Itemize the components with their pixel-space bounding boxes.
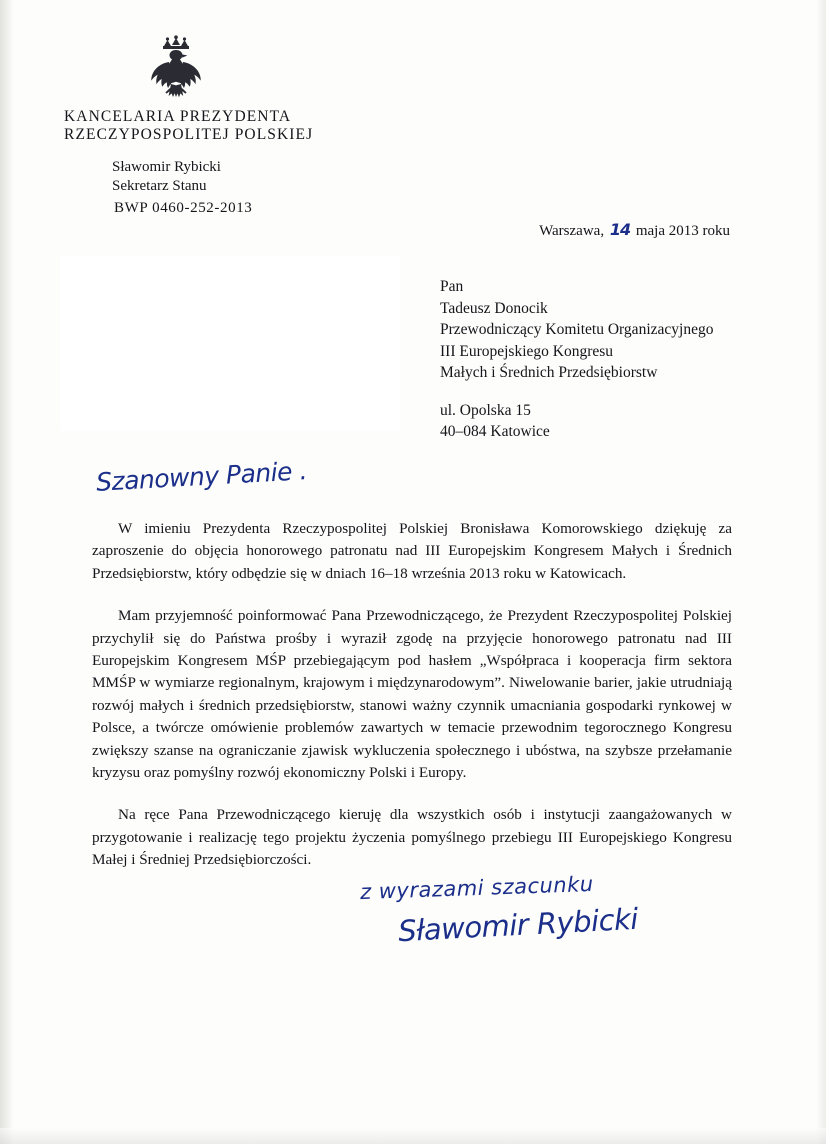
addressee-spacer — [440, 384, 770, 400]
letterhead-person-name: Sławomir Rybicki — [112, 159, 221, 175]
scan-edge-bottom — [0, 1128, 826, 1144]
scan-edge-right — [816, 0, 826, 1144]
date-day-handwritten: 14 — [609, 220, 631, 239]
letterhead — [64, 108, 484, 196]
addressee-name: Tadeusz Donocik — [440, 299, 548, 317]
scan-highlight-patch — [60, 256, 400, 431]
letterhead-org-line-2: RZECZYPOSPOLITEJ POLSKIEJ — [64, 126, 314, 143]
scan-edge-left — [0, 0, 14, 1144]
handwritten-closing: z wyrazami szacunku — [359, 871, 594, 905]
reference-number: BWP 0460-252-2013 — [114, 200, 253, 216]
body-paragraph-1: W imieniu Prezydenta Rzeczypospolitej Polskiej Bronisława Komorowskiego dziękuję za zaproszenie do objęcia honorowego patronatu nad III Europejskim Kongresem Małych i Średnich Przedsiębiorstw, który odbędzie się w dniach 16–18 września 2013 roku w Katowicach. — [92, 520, 732, 582]
addressee-city: 40–084 Katowice — [440, 423, 550, 440]
addressee-salutation: Pan — [440, 278, 464, 295]
body-paragraph-3: Na ręce Pana Przewodniczącego kieruję dla wszystkich osób i instytucji zaangażowanych w przygotowanie i realizację tego projektu życzenia pomyślnego przebiegu III Europejskiego Kongresu Małej i Średniej Przedsiębiorczości. — [92, 806, 732, 869]
addressee-event-line-2: Małych i Średnich Przedsiębiorstw — [440, 364, 658, 381]
letterhead-org-line-1: KANCELARIA PREZYDENTA — [64, 108, 292, 125]
polish-eagle-emblem-icon — [140, 32, 212, 106]
letterhead-person-title: Sekretarz Stanu — [112, 178, 207, 194]
date-line — [539, 220, 730, 240]
letter-body — [92, 518, 732, 872]
addressee-role: Przewodniczący Komitetu Organizacyjnego — [440, 321, 714, 338]
addressee-event-line-1: III Europejskiego Kongresu — [440, 342, 614, 360]
addressee-street: ul. Opolska 15 — [440, 401, 531, 419]
date-city: Warszawa, — [539, 223, 605, 239]
handwritten-signature: Sławomir Rybicki — [397, 901, 639, 949]
handwritten-salutation: Szanowny Panie . — [95, 456, 308, 497]
body-paragraph-2: Mam przyjemność poinformować Pana Przewodniczącego, że Prezydent Rzeczypospolitej Polskiej przychylił się do Państwa prośby i wyraził zgodę na przyjęcie honorowego patronatu nad III Europejskim Kongresem MŚP przebiegającym pod hasłem „Współpraca i kooperacja firm sektora MMŚP w wymiarze regionalnym, krajowym i międzynarodowym”. Niwelowanie barier, jakie utrudniają rozwój małych i średnich przedsiębiorstw, stanowi ważny czynnik umacniania gospodarki rynkowej w Polsce, a twórcze omówienie problemów zawartych w temacie przewodnim tegorocznego Kongresu zwiększy szanse na ograniczanie zjawisk wykluczenia społecznego i ubóstwa, na szybsze przełamanie kryzysu oraz pomyślny rozwój ekonomiczny Polski i Europy. — [92, 607, 732, 782]
addressee-block — [440, 276, 770, 443]
date-rest: maja 2013 roku — [635, 223, 730, 239]
